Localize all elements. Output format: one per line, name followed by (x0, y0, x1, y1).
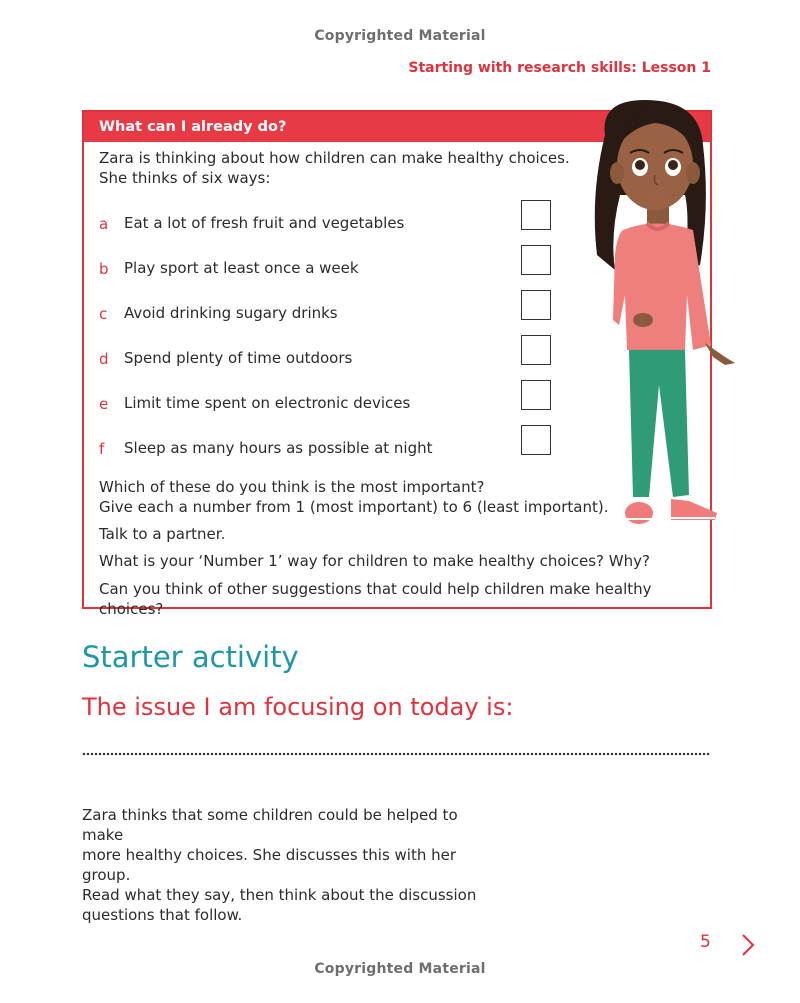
item-letter: a (99, 215, 109, 233)
question-suggestions: Can you think of other suggestions that could help children make healthy choices? (99, 580, 652, 618)
rank-checkbox-c[interactable] (521, 290, 551, 320)
starter-activity-heading: Starter activity (82, 640, 299, 674)
list-item (99, 298, 559, 330)
item-text: Sleep as many hours as possible at night (124, 439, 433, 457)
body-line-1: Zara thinks that some children could be helped to make (82, 806, 458, 844)
zara-illustration (585, 95, 745, 545)
list-item (99, 343, 559, 375)
body-paragraph (82, 805, 502, 925)
item-letter: b (99, 260, 109, 278)
item-text: Eat a lot of fresh fruit and vegetables (124, 214, 405, 232)
box-intro (99, 148, 570, 188)
item-text: Limit time spent on electronic devices (124, 394, 411, 412)
rank-checkbox-f[interactable] (521, 425, 551, 455)
list-item (99, 433, 559, 465)
item-letter: e (99, 395, 109, 413)
copyright-watermark-bottom: Copyrighted Material (314, 961, 486, 977)
list-item (99, 388, 559, 420)
box-title: What can I already do? (84, 112, 710, 142)
body-line-3: Read what they say, then think about the discussion (82, 886, 477, 904)
question-number-one: What is your ‘Number 1’ way for children to make healthy choices? Why? (99, 552, 650, 570)
intro-line-2: She thinks of six ways: (99, 169, 271, 187)
list-item (99, 253, 559, 285)
question-ranking-line-2: Give each a number from 1 (most important) to 6 (least important). (99, 498, 609, 516)
question-ranking-line-1: Which of these do you think is the most important? (99, 478, 485, 496)
issue-heading: The issue I am focusing on today is: (82, 693, 514, 721)
item-letter: f (99, 440, 105, 458)
question-ranking (99, 477, 608, 517)
item-text: Avoid drinking sugary drinks (124, 304, 338, 322)
item-text: Play sport at least once a week (124, 259, 359, 277)
item-letter: d (99, 350, 109, 368)
running-head: Starting with research skills: Lesson 1 (408, 60, 711, 76)
body-line-4: questions that follow. (82, 906, 243, 924)
intro-line-1: Zara is thinking about how children can make healthy choices. (99, 149, 570, 167)
chevron-right-icon[interactable] (740, 933, 756, 957)
item-letter: c (99, 305, 108, 323)
answer-dotted-line[interactable] (82, 752, 710, 756)
copyright-watermark-top: Copyrighted Material (314, 28, 486, 44)
rank-checkbox-e[interactable] (521, 380, 551, 410)
page-number: 5 (700, 932, 711, 952)
body-line-2: more healthy choices. She discusses this with her group. (82, 846, 457, 884)
question-partner: Talk to a partner. (99, 525, 226, 543)
rank-checkbox-d[interactable] (521, 335, 551, 365)
rank-checkbox-b[interactable] (521, 245, 551, 275)
list-item (99, 208, 559, 240)
item-text: Spend plenty of time outdoors (124, 349, 353, 367)
rank-checkbox-a[interactable] (521, 200, 551, 230)
